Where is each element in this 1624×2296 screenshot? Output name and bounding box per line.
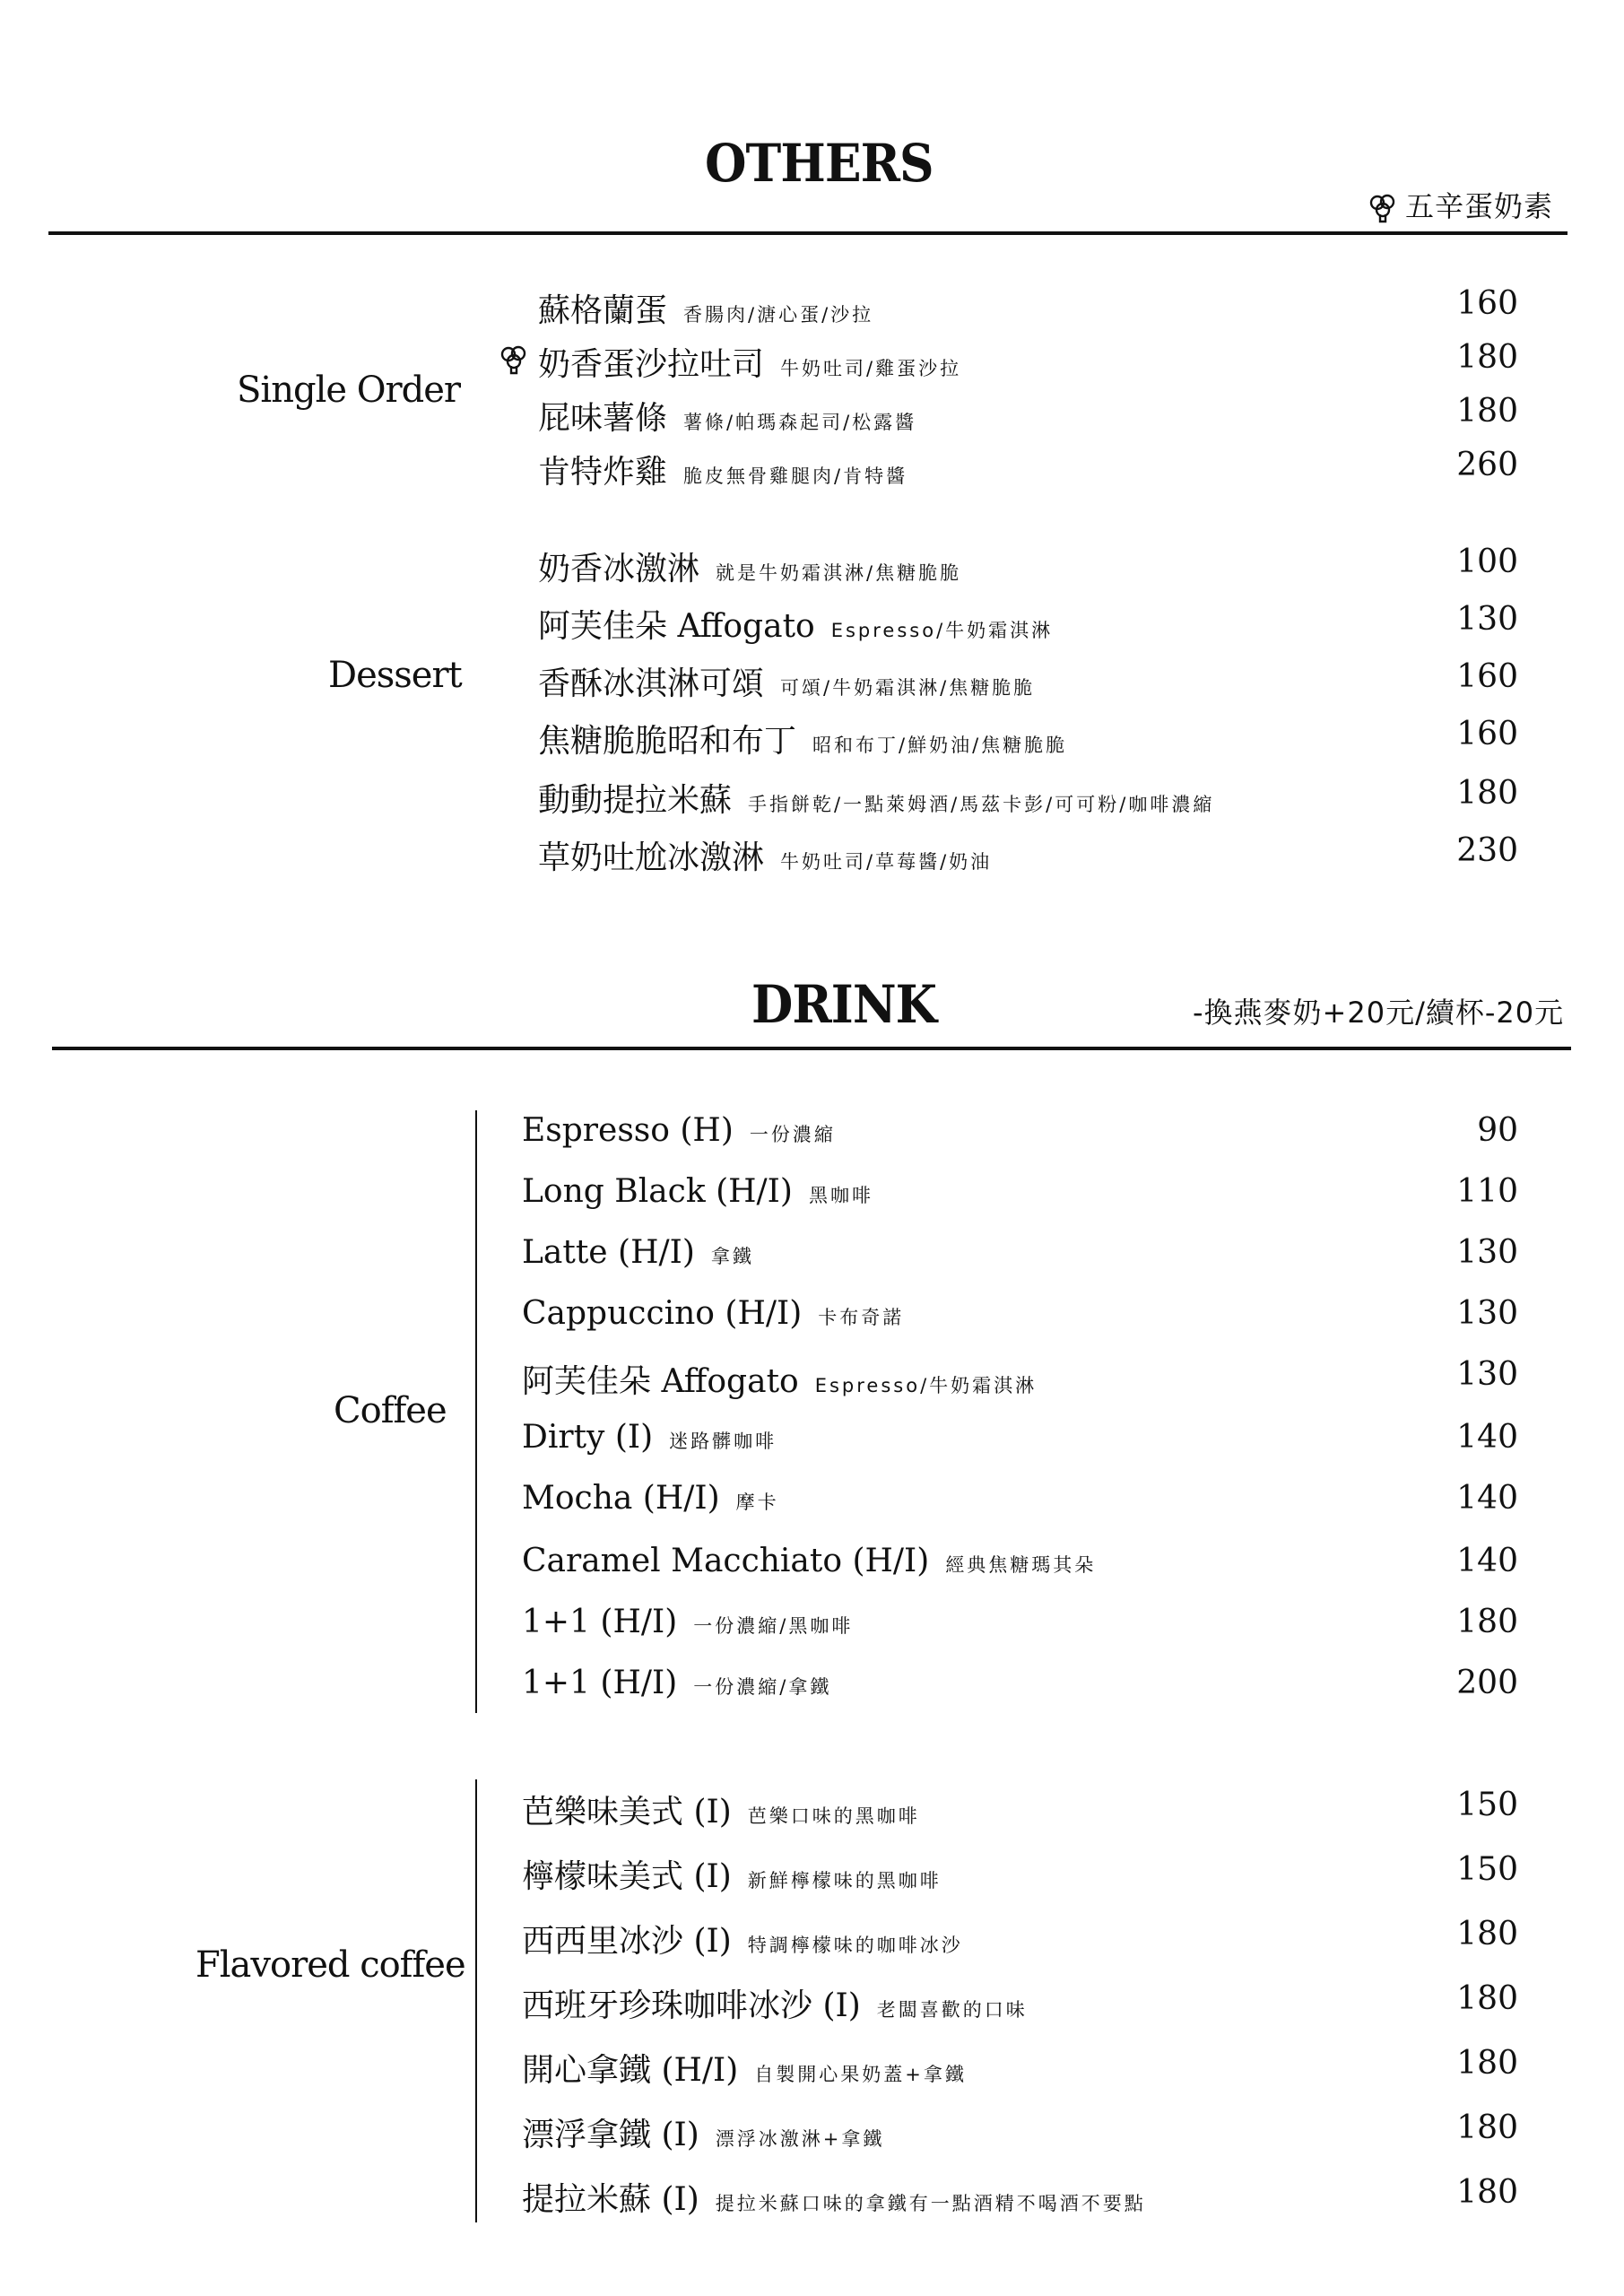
- flavored-coffee-item: [522, 1851, 942, 1897]
- flavored-coffee-item-desc: 芭樂口味的黑咖啡: [747, 1805, 920, 1827]
- dessert-item-desc: Espresso/牛奶霜淇淋: [830, 620, 1054, 641]
- single-order-item-name: 肯特炸雞: [538, 454, 668, 491]
- single-order-item-name: 屁味薯條: [538, 400, 668, 437]
- drink-rule: [52, 1047, 1571, 1050]
- coffee-divider: [475, 1110, 477, 1713]
- category-coffee: Coffee: [334, 1390, 447, 1431]
- coffee-item: [522, 1480, 779, 1517]
- dessert-item-price: 180: [1456, 775, 1518, 812]
- coffee-item-desc: 迷路髒咖啡: [669, 1431, 777, 1452]
- dessert-item-name: 焦糖脆脆昭和布丁: [538, 723, 797, 760]
- flavored-coffee-item-price: 180: [1456, 2174, 1518, 2211]
- dessert-item-price: 160: [1456, 716, 1518, 752]
- dessert-item-desc: 昭和布丁/鮮奶油/焦糖脆脆: [812, 735, 1068, 756]
- flavored-coffee-item-name: 開心拿鐵 (H/I): [522, 2052, 739, 2089]
- coffee-item-name: Long Black (H/I): [522, 1173, 793, 1210]
- coffee-item-price: 140: [1456, 1480, 1518, 1517]
- dessert-item-desc: 就是牛奶霜淇淋/焦糖脆脆: [716, 562, 962, 584]
- coffee-item: [522, 1173, 873, 1210]
- coffee-item-desc: 卡布奇諾: [818, 1307, 905, 1328]
- flavored-coffee-item: [522, 2109, 884, 2155]
- dessert-item-price: 230: [1456, 832, 1518, 869]
- coffee-item-name: Cappuccino (H/I): [522, 1295, 803, 1332]
- coffee-item-name: Mocha (H/I): [522, 1480, 720, 1517]
- flavored-coffee-item-desc: 提拉米蘇口味的拿鐵有一點酒精不喝酒不要點: [715, 2193, 1146, 2214]
- dessert-item: [538, 658, 1035, 704]
- coffee-item-name: Espresso (H): [522, 1112, 734, 1149]
- coffee-item-name: Caramel Macchiato (H/I): [522, 1543, 930, 1579]
- flavored-coffee-item-desc: 新鮮檸檬味的黑咖啡: [747, 1870, 942, 1892]
- dessert-item-desc: 牛奶吐司/草莓醬/奶油: [780, 851, 993, 873]
- dessert-item-name: 草奶吐尬冰激淋: [538, 839, 765, 876]
- coffee-item-desc: Espresso/牛奶霜淇淋: [814, 1375, 1038, 1396]
- coffee-item-name: Latte (H/I): [522, 1234, 695, 1271]
- flavored-coffee-item-name: 西西里冰沙 (I): [522, 1923, 732, 1960]
- category-dessert: Dessert: [328, 655, 462, 696]
- coffee-item-price: 200: [1456, 1665, 1518, 1701]
- flavored-coffee-item-price: 150: [1456, 1851, 1518, 1888]
- broccoli-icon: [499, 344, 529, 375]
- coffee-item-price: 90: [1477, 1112, 1518, 1149]
- coffee-item: [522, 1112, 836, 1149]
- flavored-coffee-item-desc: 老闆喜歡的口味: [876, 1999, 1028, 2021]
- dessert-item-price: 100: [1456, 544, 1518, 580]
- flavored-coffee-item-price: 180: [1456, 1980, 1518, 2017]
- dessert-item: [538, 716, 1067, 761]
- flavored-coffee-item: [522, 2174, 1146, 2220]
- broccoli-icon: [1368, 193, 1398, 223]
- dessert-item: [538, 544, 961, 589]
- coffee-item-price: 110: [1456, 1173, 1518, 1210]
- flavored-coffee-item-desc: 特調檸檬味的咖啡冰沙: [747, 1935, 963, 1956]
- coffee-item-name: 1+1 (H/I): [522, 1665, 678, 1701]
- coffee-item: [522, 1234, 754, 1271]
- dessert-item-name: 動動提拉米蘇: [538, 782, 733, 819]
- coffee-item-price: 140: [1456, 1543, 1518, 1579]
- flavored-coffee-item-name: 檸檬味美式 (I): [522, 1858, 732, 1895]
- coffee-item-price: 180: [1456, 1604, 1518, 1640]
- single-order-item-price: 180: [1456, 393, 1518, 430]
- coffee-item-desc: 一份濃縮: [749, 1124, 836, 1145]
- coffee-item: [522, 1543, 1096, 1579]
- coffee-item-desc: 經典焦糖瑪其朵: [945, 1554, 1097, 1576]
- single-order-item: [538, 339, 961, 385]
- dessert-item-price: 160: [1456, 658, 1518, 695]
- single-order-item-name: 奶香蛋沙拉吐司: [538, 346, 765, 383]
- single-order-item: [538, 393, 916, 439]
- flavored-coffee-item-price: 180: [1456, 1916, 1518, 1952]
- flavored-coffee-item-desc: 漂浮冰激淋+拿鐵: [715, 2128, 885, 2150]
- coffee-item: [522, 1604, 853, 1640]
- coffee-item-name: 1+1 (H/I): [522, 1604, 678, 1640]
- dessert-item-desc: 手指餅乾/一點萊姆酒/馬茲卡彭/可可粉/咖啡濃縮: [748, 794, 1215, 815]
- vegetarian-legend: [1368, 184, 1553, 225]
- coffee-item-desc: 黑咖啡: [808, 1185, 873, 1206]
- coffee-item-desc: 拿鐵: [710, 1246, 754, 1267]
- single-order-item-name: 蘇格蘭蛋: [538, 292, 668, 329]
- coffee-item: [522, 1356, 1037, 1402]
- coffee-item-desc: 摩卡: [735, 1492, 779, 1513]
- dessert-item-name: 阿芙佳朵 Affogato: [538, 608, 815, 645]
- single-order-item-desc: 薯條/帕瑪森起司/松露醬: [683, 412, 917, 433]
- coffee-item-name: 阿芙佳朵 Affogato: [522, 1363, 799, 1400]
- category-single-order: Single Order: [237, 370, 461, 411]
- flavored-coffee-item-name: 西班牙珍珠咖啡冰沙 (I): [522, 1987, 861, 2024]
- single-order-item-price: 180: [1456, 339, 1518, 376]
- coffee-item-desc: 一份濃縮/拿鐵: [693, 1676, 832, 1698]
- drink-note: -換燕麥奶+20元/續杯-20元: [1193, 996, 1565, 1030]
- drink-title: DRINK: [751, 974, 937, 1035]
- coffee-item-price: 130: [1456, 1234, 1518, 1271]
- flavored-divider: [475, 1779, 477, 2222]
- flavored-coffee-item: [522, 1787, 920, 1832]
- coffee-item-desc: 一份濃縮/黑咖啡: [693, 1615, 854, 1637]
- dessert-item-price: 130: [1456, 601, 1518, 638]
- single-order-item-desc: 香腸肉/溏心蛋/沙拉: [683, 304, 874, 326]
- single-order-item-desc: 脆皮無骨雞腿肉/肯特醬: [683, 465, 908, 487]
- dessert-item: [538, 601, 1053, 647]
- coffee-item: [522, 1419, 777, 1456]
- flavored-coffee-item: [522, 1980, 1028, 2026]
- single-order-item-desc: 牛奶吐司/雞蛋沙拉: [780, 358, 962, 379]
- coffee-item: [522, 1665, 831, 1701]
- flavored-coffee-item: [522, 1916, 963, 1961]
- flavored-coffee-item: [522, 2045, 967, 2091]
- flavored-coffee-item-price: 180: [1456, 2109, 1518, 2146]
- single-order-item-price: 260: [1456, 447, 1518, 483]
- dessert-item: [538, 832, 992, 878]
- dessert-item-desc: 可頌/牛奶霜淇淋/焦糖脆脆: [780, 677, 1036, 699]
- flavored-coffee-item-name: 漂浮拿鐵 (I): [522, 2117, 699, 2153]
- flavored-coffee-item-name: 芭樂味美式 (I): [522, 1794, 732, 1831]
- dessert-item-name: 香酥冰淇淋可頌: [538, 665, 765, 702]
- vegetarian-legend-text: 五辛蛋奶素: [1405, 189, 1554, 223]
- coffee-item-name: Dirty (I): [522, 1419, 654, 1456]
- others-title: OTHERS: [705, 133, 934, 194]
- coffee-item-price: 130: [1456, 1295, 1518, 1332]
- coffee-item: [522, 1295, 904, 1332]
- category-flavored-coffee: Flavored coffee: [195, 1944, 465, 1986]
- coffee-item-price: 130: [1456, 1356, 1518, 1393]
- dessert-item: [538, 775, 1214, 821]
- single-order-item-price: 160: [1456, 285, 1518, 322]
- others-rule: [48, 231, 1568, 235]
- flavored-coffee-item-price: 180: [1456, 2045, 1518, 2082]
- single-order-item: [538, 447, 908, 492]
- flavored-coffee-item-name: 提拉米蘇 (I): [522, 2181, 699, 2218]
- single-order-item: [538, 285, 873, 331]
- coffee-item-price: 140: [1456, 1419, 1518, 1456]
- flavored-coffee-item-desc: 自製開心果奶蓋+拿鐵: [754, 2064, 967, 2085]
- flavored-coffee-item-price: 150: [1456, 1787, 1518, 1823]
- dessert-item-name: 奶香冰激淋: [538, 551, 700, 587]
